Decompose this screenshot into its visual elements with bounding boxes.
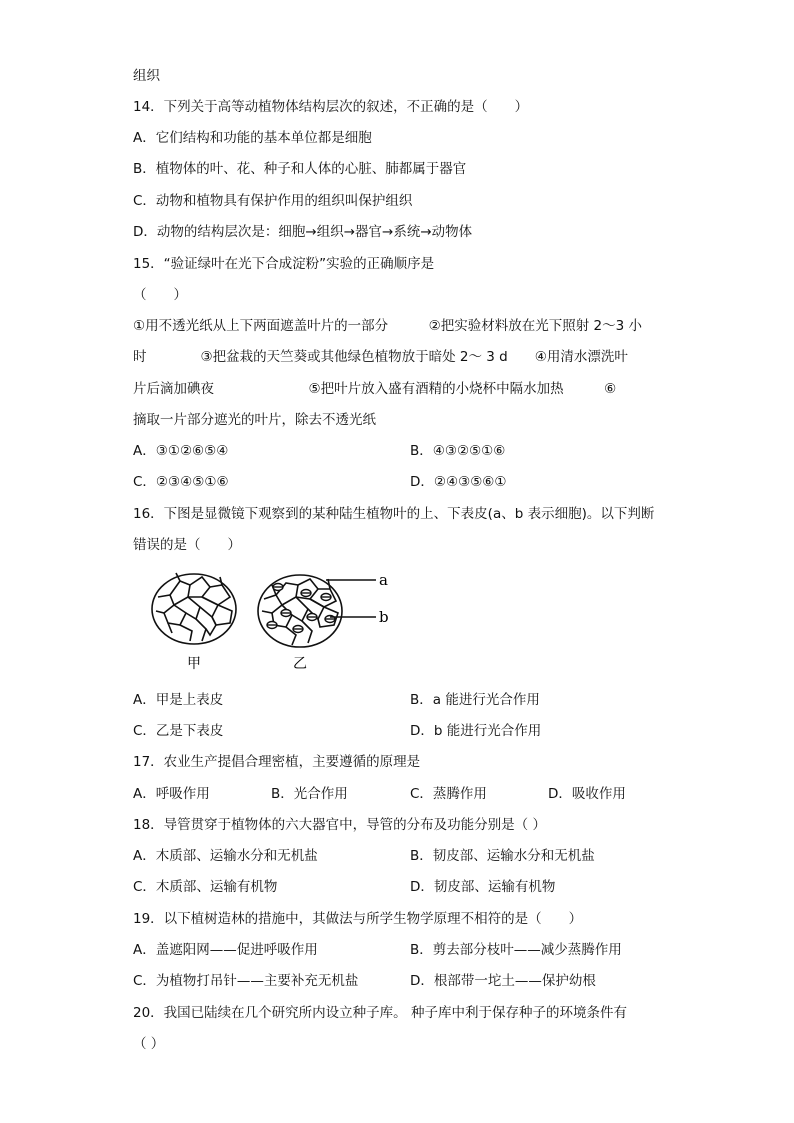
q15-step-line-1: ①用不透光纸从上下两面遮盖叶片的一部分 ②把实验材料放在光下照射 2～3 小 bbox=[133, 318, 642, 334]
q15-step-line-2: 时 ③把盆栽的天竺葵或其他绿色植物放于暗处 2～ 3 d ④用清水漂洗叶 bbox=[133, 349, 628, 365]
question-18: 18．导管贯穿于植物体的六大器官中，导管的分布及功能分别是（ ） bbox=[133, 817, 546, 833]
q14-option-a: A．它们结构和功能的基本单位都是细胞 bbox=[133, 130, 372, 146]
q17-option-a: A．呼吸作用 bbox=[133, 786, 210, 802]
q19-option-a: A．盖遮阳网——促进呼吸作用 bbox=[133, 942, 318, 958]
text-line: 组织 bbox=[133, 68, 160, 84]
epidermis-yi-image bbox=[258, 575, 342, 647]
q17-option-d: D．吸收作用 bbox=[548, 786, 626, 802]
q15-step-line-4: 摘取一片部分遮光的叶片，除去不透光纸 bbox=[133, 412, 376, 428]
question-14: 14．下列关于高等动植物体结构层次的叙述，不正确的是（ ） bbox=[133, 99, 529, 115]
epidermis-jia-image bbox=[152, 573, 236, 644]
q16-option-d: D．b 能进行光合作用 bbox=[410, 723, 542, 739]
label-yi: 乙 bbox=[293, 656, 307, 672]
q18-option-b: B．韧皮部、运输水分和无机盐 bbox=[410, 848, 595, 864]
question-17: 17．农业生产提倡合理密植，主要遵循的原理是 bbox=[133, 754, 421, 770]
question-19: 19．以下植树造林的措施中，其做法与所学生物学原理不相符的是（ ） bbox=[133, 911, 583, 927]
q14-option-c: C．动物和植物具有保护作用的组织叫保护组织 bbox=[133, 193, 413, 209]
q15-option-b: B．④③②⑤①⑥ bbox=[410, 443, 506, 459]
label-a: a bbox=[379, 571, 388, 589]
q16-option-c: C．乙是下表皮 bbox=[133, 723, 224, 739]
q15-option-c: C．②③④⑤①⑥ bbox=[133, 474, 229, 490]
q19-option-c: C．为植物打吊针——主要补充无机盐 bbox=[133, 973, 359, 989]
q15-option-a: A．③①②⑥⑤④ bbox=[133, 443, 229, 459]
question-16-cont: 错误的是（ ） bbox=[133, 537, 241, 553]
question-15: 15．“验证绿叶在光下合成淀粉”实验的正确顺序是 bbox=[133, 256, 435, 272]
q14-option-d: D．动物的结构层次是：细胞→组织→器官→系统→动物体 bbox=[133, 224, 473, 240]
q17-option-c: C．蒸腾作用 bbox=[410, 786, 487, 802]
q19-option-d: D．根部带一坨土——保护幼根 bbox=[410, 973, 596, 989]
label-jia: 甲 bbox=[187, 656, 201, 672]
q14-option-b: B．植物体的叶、花、种子和人体的心脏、肺都属于器官 bbox=[133, 161, 467, 177]
q15-option-d: D．②④③⑤⑥① bbox=[410, 474, 507, 490]
q15-step-line-3: 片后滴加碘夜 ⑤把叶片放入盛有酒精的小烧杯中隔水加热 ⑥ bbox=[133, 381, 617, 397]
q20-paren: （ ） bbox=[133, 1036, 165, 1052]
question-20: 20．我国已陆续在几个研究所内设立种子库。 种子库中利于保存种子的环境条件有 bbox=[133, 1005, 627, 1021]
q18-option-d: D．韧皮部、运输有机物 bbox=[410, 879, 556, 895]
leaf-epidermis-figure bbox=[150, 567, 410, 677]
q19-option-b: B．剪去部分枝叶——减少蒸腾作用 bbox=[410, 942, 622, 958]
q18-option-a: A．木质部、运输水分和无机盐 bbox=[133, 848, 318, 864]
question-16: 16．下图是显微镜下观察到的某种陆生植物叶的上、下表皮(a、b 表示细胞)。以下判断 bbox=[133, 506, 655, 522]
q16-option-a: A．甲是上表皮 bbox=[133, 692, 224, 708]
label-b: b bbox=[379, 608, 389, 626]
q15-paren: （ ） bbox=[133, 287, 187, 303]
q16-option-b: B．a 能进行光合作用 bbox=[410, 692, 540, 708]
q17-option-b: B．光合作用 bbox=[271, 786, 348, 802]
q18-option-c: C．木质部、运输有机物 bbox=[133, 879, 278, 895]
